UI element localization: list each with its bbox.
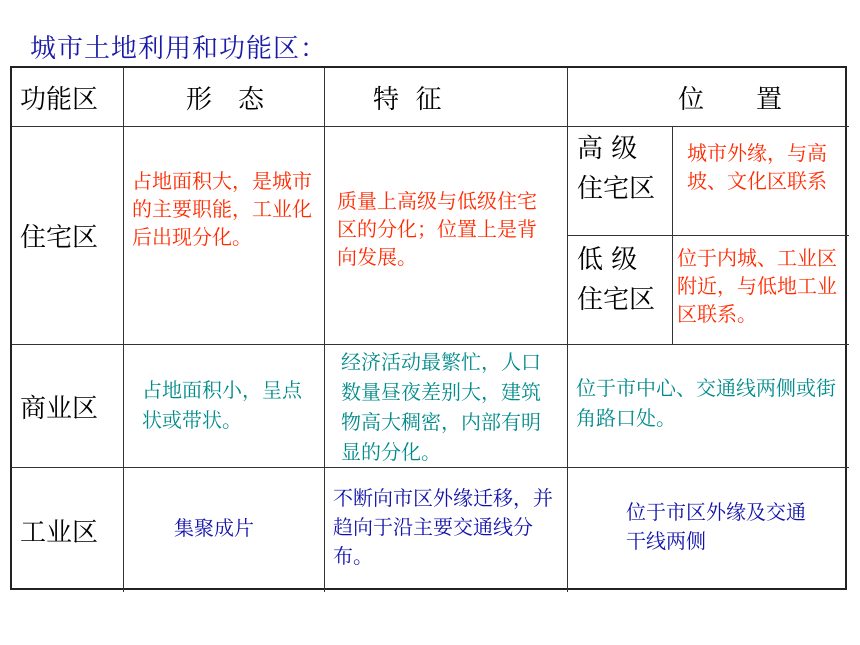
- high-residential-label: 高 级 住宅区: [568, 127, 673, 236]
- zone-label-residential: 住宅区: [12, 127, 124, 345]
- low-residential-location: 位于内城、工业区附近，与低地工业区联系。: [673, 236, 849, 345]
- commercial-form: 占地面积小，呈点状或带状。: [124, 345, 325, 468]
- header-feature: 特 征: [325, 68, 568, 127]
- header-form: 形 态: [124, 68, 325, 127]
- zone-label-commercial: 商业区: [12, 345, 124, 468]
- zone-label-industrial: 工业区: [12, 468, 124, 592]
- commercial-location: 位于市中心、交通线两侧或街角路口处。: [568, 345, 849, 468]
- page-title: 城市土地利用和功能区：: [30, 34, 328, 64]
- high-residential-location: 城市外缘，与高坡、文化区联系: [673, 127, 849, 236]
- header-zone: 功能区: [12, 68, 124, 127]
- residential-feature: 质量上高级与低级住宅区的分化；位置上是背向发展。: [325, 127, 568, 345]
- header-location: 位 置: [568, 68, 849, 127]
- industrial-feature: 不断向市区外缘迁移，并趋向于沿主要交通线分布。: [325, 468, 568, 592]
- commercial-feature: 经济活动最繁忙，人口数量昼夜差别大，建筑物高大稠密，内部有明显的分化。: [325, 345, 568, 468]
- industrial-location: 位于市区外缘及交通干线两侧: [626, 500, 806, 553]
- land-use-table: [10, 66, 847, 590]
- residential-form: 占地面积大，是城市的主要职能，工业化后出现分化。: [124, 127, 325, 345]
- low-residential-label: 低 级 住宅区: [568, 236, 673, 345]
- industrial-form: 集聚成片: [124, 468, 325, 592]
